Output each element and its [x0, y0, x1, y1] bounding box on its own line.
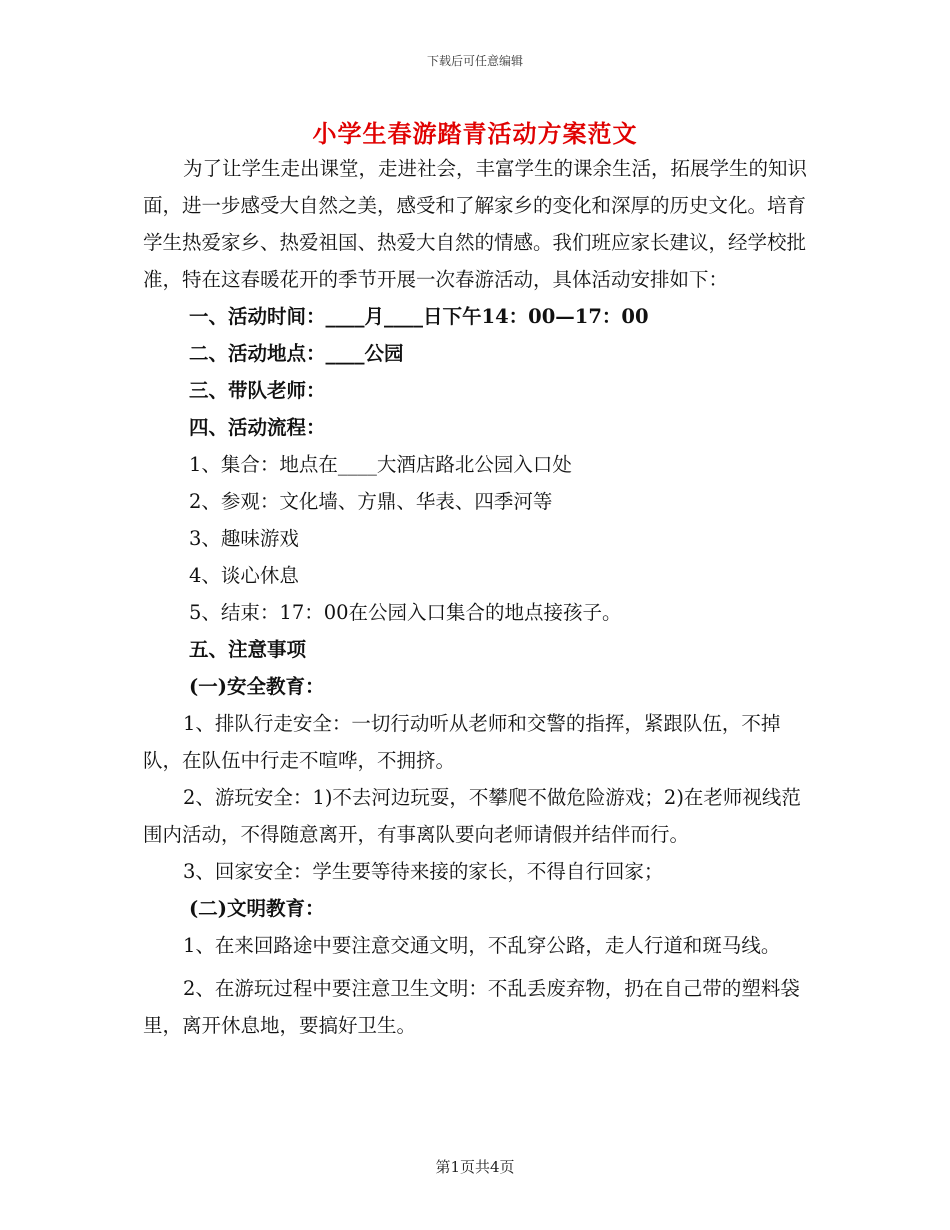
civil-heading: (二)文明教育： [189, 897, 325, 920]
process-item: 1、集合：地点在____大酒店路北公园入口处 [189, 453, 572, 476]
section-place: 二、活动地点：____公园 [189, 342, 404, 365]
process-item: 5、结束：17：00在公园入口集合的地点接孩子。 [189, 601, 622, 624]
safety-item: 3、回家安全：学生要等待来接的家长，不得自行回家； [183, 860, 664, 883]
page-footer: 第1页共4页 [435, 1158, 515, 1176]
process-item: 2、参观：文化墙、方鼎、华表、四季河等 [189, 490, 553, 513]
document-body [143, 150, 808, 1044]
civil-item: 2、在游玩过程中要注意卫生文明：不乱丢废弃物，扔在自己带的塑料袋里，离开休息地，要搞好卫生。 [143, 977, 800, 1037]
section-process: 四、活动流程： [189, 416, 326, 439]
safety-heading: (一)安全教育： [189, 675, 325, 698]
section-time: 一、活动时间：____月____日下午14：00—17：00 [189, 305, 649, 328]
document-title: 小学生春游踏青活动方案范文 [312, 119, 638, 148]
section-notes: 五、注意事项 [189, 638, 307, 661]
intro-paragraph: 为了让学生走出课堂，走进社会，丰富学生的课余生活，拓展学生的知识面，进一步感受大自然之美，感受和了解家乡的变化和深厚的历史文化。培育学生热爱家乡、热爱祖国、热爱大自然的情感。我们班应家长建议，经学校批准，特在这春暖花开的季节开展一次春游活动，具体活动安排如下： [143, 157, 808, 291]
safety-item: 2、游玩安全：1)不去河边玩耍，不攀爬不做危险游戏；2)在老师视线范围内活动，不得随意离开，有事离队要向老师请假并结伴而行。 [143, 786, 801, 846]
section-teacher: 三、带队老师： [189, 379, 326, 402]
civil-item: 1、在来回路途中要注意交通文明，不乱穿公路，走人行道和斑马线。 [183, 934, 781, 957]
process-item: 3、趣味游戏 [189, 527, 299, 550]
header-note: 下载后可任意编辑 [426, 54, 523, 68]
safety-item: 1、排队行走安全：一切行动听从老师和交警的指挥，紧跟队伍，不掉队，在队伍中行走不喧哗，不拥挤。 [143, 712, 781, 772]
process-item: 4、谈心休息 [189, 564, 299, 587]
